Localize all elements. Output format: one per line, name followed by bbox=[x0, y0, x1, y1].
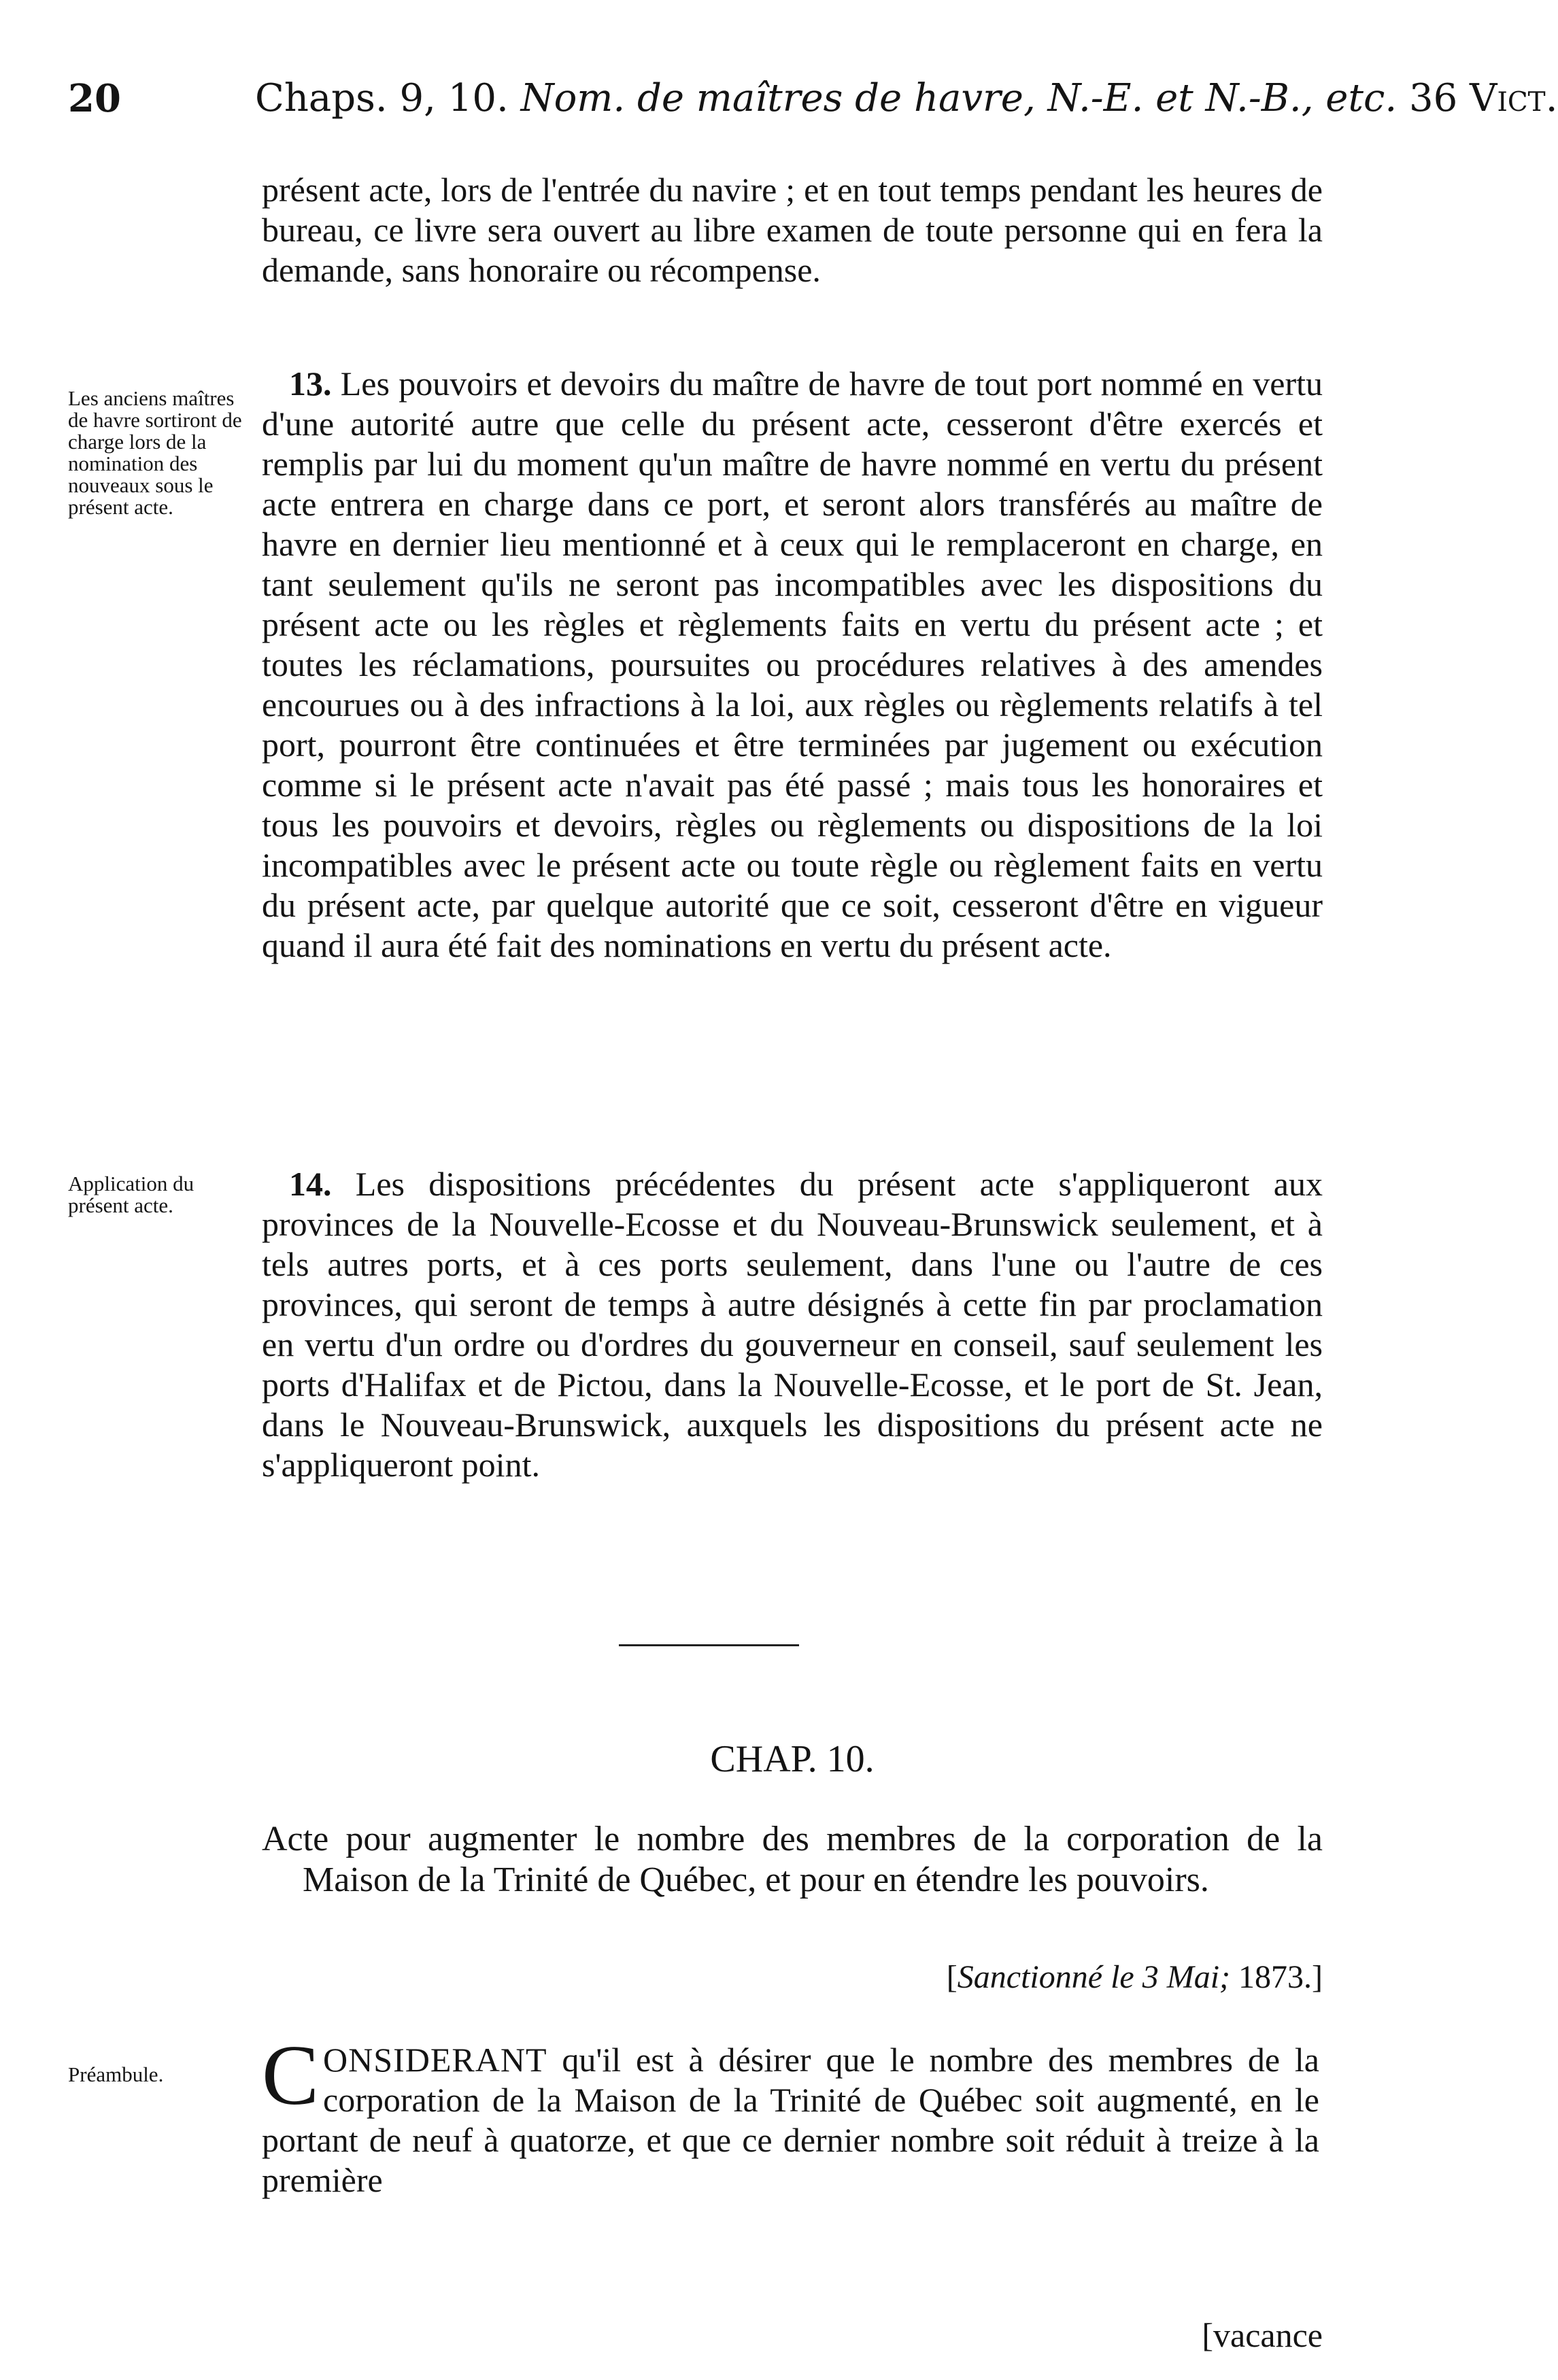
margin-note-preamble: Préambule. bbox=[68, 2062, 164, 2086]
catchword: [vacance bbox=[1202, 2316, 1323, 2354]
section-13 bbox=[262, 364, 1323, 966]
margin-note-section-13: Les anciens maîtres de havre sortiront de charge lors de la nomination des nouveaux sous le présent acte. bbox=[68, 386, 242, 519]
section-14-paragraph bbox=[262, 1164, 1323, 1485]
sanction-date bbox=[947, 1958, 1323, 1996]
section-13-text: Les pouvoirs et devoirs du maître de havre de tout port nommé en vertu d'une autorité autre que celle du présent acte, cesseront d'être exercés et remplis par lui du moment qu'un maître de havre nommé en vertu du présent acte entrera en charge dans ce port, et seront alors transférés au maître de havre en dernier lieu mentionné et à ceux qui le remplaceront en charge, en tant seulement qu'ils ne seront pas incompatibles avec les dispositions du présent acte ou les règles et règlements faits en vertu du présent acte ; et toutes les réclamations, poursuites ou procédures relatives à des amendes encourues ou à des infractions à la loi, aux règles ou règlements relatifs à tel port, pourront être continuées et être terminées par jugement ou exécution comme si le présent acte n'avait pas été passé ; mais tous les honoraires et tous les pouvoirs et devoirs, règles ou règlements ou dispositions de la loi incompatibles avec le présent acte ou toute règle ou règlement faits en vertu du présent acte, par quelque autorité que ce soit, cesseront d'être en vigueur quand il aura été fait des nominations en vertu du présent acte. bbox=[262, 364, 1323, 964]
section-14 bbox=[262, 1164, 1323, 1485]
section-14-text: Les dispositions précédentes du présent acte s'appliqueront aux provinces de la Nouvelle-Ecosse et du Nouveau-Brunswick seulement, et à tels autres ports, et à ces ports seulement, dans l'une ou l'autre de ces provinces, qui seront de temps à autre désignés à cette fin par proclamation en vertu d'un ordre ou d'ordres du gouverneur en conseil, sauf seulement les ports d'Halifax et de Pictou, dans la Nouvelle-Ecosse, et le port de St. Jean, dans le Nouveau-Brunswick, auxquels les dispositions du présent acte ne s'appliqueront point. bbox=[262, 1165, 1323, 1484]
continuation-paragraph bbox=[262, 170, 1323, 290]
continuation-text: présent acte, lors de l'entrée du navire ; et en tout temps pendant les heures de bureau, ce livre sera ouvert au libre examen de toute personne qui en fera la demande, sans honoraire ou récompense. bbox=[262, 171, 1323, 289]
chapter-title-block bbox=[262, 1819, 1323, 1901]
preamble-text: qu'il est à désirer que le nombre des membres de la corporation de la Maison de la Trinité de Québec soit augmenté, en le portant de neuf à quatorze, et que ce dernier nombre soit réduit à treize à la première bbox=[262, 2041, 1319, 2199]
sanction-bracket: [ bbox=[946, 1959, 958, 1995]
running-head-chapters: Chaps. 9, 10. bbox=[255, 76, 509, 120]
running-header bbox=[68, 76, 1558, 137]
sanction-year: 1873.] bbox=[1230, 1959, 1323, 1995]
chapter-title: Acte pour augmenter le nombre des membres de la corporation de la Maison de la Trinité de Québec, et pour en étendre les pouvoirs. bbox=[262, 1820, 1323, 1899]
running-head-subject: Nom. de maîtres de havre, N.-E. et N.-B., etc. bbox=[520, 76, 1398, 120]
section-13-number: 13. bbox=[289, 364, 332, 403]
sanction-italic: Sanctionné le 3 Mai; bbox=[957, 1959, 1231, 1995]
running-head-text bbox=[255, 76, 1558, 120]
preamble-paragraph bbox=[262, 2028, 1319, 2200]
section-divider-rule bbox=[619, 1644, 799, 1646]
section-14-number: 14. bbox=[289, 1165, 332, 1203]
page-number: 20 bbox=[68, 76, 121, 121]
running-head-year: 36 Vict. bbox=[1408, 76, 1558, 120]
margin-note-section-14: Application du présent acte. bbox=[68, 1172, 194, 1217]
preamble-caps-lead: ONSIDERANT bbox=[323, 2041, 547, 2079]
preamble bbox=[262, 2028, 1319, 2200]
chapter-heading: CHAP. 10. bbox=[710, 1738, 875, 1780]
preamble-dropcap: C bbox=[262, 2028, 320, 2123]
section-13-paragraph bbox=[262, 364, 1323, 966]
